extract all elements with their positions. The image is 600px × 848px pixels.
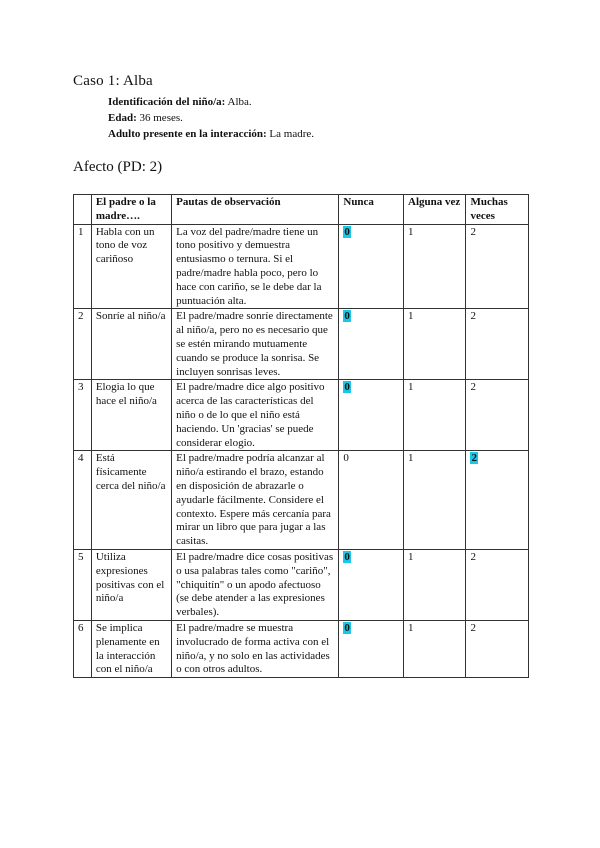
row-item: Sonríe al niño/a [95, 310, 166, 323]
table-row [74, 549, 529, 620]
row-number: 3 [78, 381, 84, 394]
row-number: 6 [78, 621, 84, 634]
score-muchas-veces: 2 [470, 225, 476, 238]
score-alguna-vez: 1 [408, 452, 414, 465]
score-nunca-selected: 0 [344, 381, 350, 394]
score-nunca-cell [339, 309, 404, 380]
score-muchas-veces: 2 [470, 381, 476, 394]
adult-label: Adulto presente en la interacción: [108, 128, 267, 140]
row-number-cell [74, 380, 92, 451]
table-row [74, 380, 529, 451]
row-item: Utiliza expresiones positivas con el niño/a [95, 550, 165, 605]
score-alguna-vez: 1 [408, 550, 414, 563]
score-alguna-vez-cell [404, 309, 466, 380]
row-item-cell [91, 451, 171, 550]
row-item-cell [91, 380, 171, 451]
row-number-cell [74, 309, 92, 380]
score-nunca-selected: 0 [344, 621, 350, 634]
row-guide-cell [172, 224, 339, 309]
table-row [74, 309, 529, 380]
score-alguna-vez-cell [404, 451, 466, 550]
row-item-cell [91, 549, 171, 620]
score-alguna-vez: 1 [408, 381, 414, 394]
row-guide-cell [172, 549, 339, 620]
score-muchas-veces-cell [466, 380, 529, 451]
row-number-cell [74, 549, 92, 620]
child-id-value: Alba. [227, 96, 252, 108]
row-item: Está físicamente cerca del niño/a [95, 452, 166, 492]
score-muchas-veces-selected: 2 [471, 452, 477, 465]
score-nunca: 0 [343, 452, 349, 465]
child-age [108, 111, 183, 126]
age-value: 36 meses. [139, 112, 183, 124]
table-row [74, 224, 529, 309]
score-nunca-selected: 0 [344, 550, 350, 563]
score-nunca-selected: 0 [344, 225, 350, 238]
header-guide: Pautas de observación [172, 195, 339, 225]
score-nunca-selected: 0 [344, 310, 350, 323]
row-item: Elogia lo que hace el niño/a [95, 381, 157, 408]
child-id-label: Identificación del niño/a: [108, 96, 226, 108]
score-alguna-vez-cell [404, 549, 466, 620]
row-number: 4 [78, 452, 84, 465]
child-identification [108, 95, 252, 110]
row-guide-cell [172, 380, 339, 451]
score-muchas-veces: 2 [470, 310, 476, 323]
row-number-cell [74, 620, 92, 677]
observation-table [73, 194, 529, 678]
score-muchas-veces-cell [466, 309, 529, 380]
row-number-cell [74, 224, 92, 309]
score-nunca-cell [339, 224, 404, 309]
score-nunca-cell [339, 549, 404, 620]
adult-value: La madre. [269, 128, 315, 140]
adult-present [108, 127, 314, 142]
table-row [74, 620, 529, 677]
table-row [74, 451, 529, 550]
case-title: Caso 1: Alba [73, 73, 153, 89]
header-muchas-veces: Muchas veces [466, 195, 529, 225]
row-item-cell [91, 309, 171, 380]
table-header-row [74, 195, 529, 225]
score-muchas-veces-cell [466, 224, 529, 309]
score-alguna-vez-cell [404, 620, 466, 677]
score-muchas-veces-cell [466, 620, 529, 677]
row-number: 1 [78, 225, 84, 238]
score-muchas-veces: 2 [470, 621, 476, 634]
row-guide-cell [172, 309, 339, 380]
row-number: 5 [78, 550, 84, 563]
row-guide: El padre/madre dice algo positivo acerca de las características del niño o de lo que el niño está haciendo. Un 'gracias' se puede considerar elogio. [176, 381, 325, 449]
score-alguna-vez-cell [404, 380, 466, 451]
row-guide: El padre/madre dice cosas positivas o usa palabras tales como "cariño", "chiquitín" o un apodo afectuoso (se debe atender a las expresiones verbales). [176, 550, 334, 619]
row-guide: El padre/madre sonríe directamente al niño/a, pero no es necesario que se estén mirando mutuamente cuando se produce la sonrisa. Se incluyen sonrisas leves. [176, 310, 333, 378]
row-number-cell [74, 451, 92, 550]
score-alguna-vez: 1 [408, 621, 414, 634]
row-guide: El padre/madre se muestra involucrado de forma activa con el niño/a, y no solo en las actividades o con otros adultos. [176, 621, 330, 676]
row-guide: La voz del padre/madre tiene un tono positivo y demuestra entusiasmo o ternura. Si el padre/madre habla poco, pero lo hace con cariño, se le debe dar la puntuación alta. [176, 225, 322, 307]
row-item-cell [91, 224, 171, 309]
score-muchas-veces-cell [466, 549, 529, 620]
age-label: Edad: [108, 112, 137, 124]
row-item: Habla con un tono de voz cariñoso [95, 225, 155, 266]
score-alguna-vez: 1 [408, 225, 414, 238]
header-alguna-vez: Alguna vez [404, 195, 466, 225]
section-title: Afecto (PD: 2) [73, 159, 163, 175]
score-alguna-vez-cell [404, 224, 466, 309]
row-guide-cell [172, 451, 339, 550]
score-nunca-cell [339, 451, 404, 550]
row-guide: El padre/madre podría alcanzar al niño/a estirando el brazo, estando en disposición de abrazarle o ayudarle fácilmente. Considere el contexto. Espere más cercanía para mirar un libro que para jugar a las casitas. [176, 452, 331, 548]
score-alguna-vez: 1 [408, 310, 414, 323]
row-item-cell [91, 620, 171, 677]
row-guide-cell [172, 620, 339, 677]
score-nunca-cell [339, 620, 404, 677]
header-nunca: Nunca [339, 195, 404, 225]
row-number: 2 [78, 310, 84, 323]
score-muchas-veces-cell [466, 451, 529, 550]
score-nunca-cell [339, 380, 404, 451]
score-muchas-veces: 2 [470, 550, 476, 563]
header-number [74, 195, 92, 225]
row-item: Se implica plenamente en la interacción con el niño/a [95, 621, 160, 676]
header-item: El padre o la madre…. [91, 195, 171, 225]
